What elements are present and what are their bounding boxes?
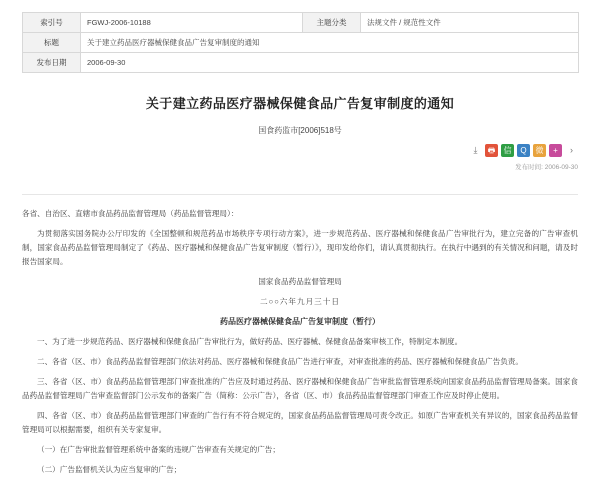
publish-date-label: 发布时间: 2006-09-30 (515, 164, 578, 171)
document-number: 国食药监市[2006]518号 (258, 126, 342, 135)
meta-label-title: 标题 (23, 33, 81, 53)
body-paragraph: 为贯彻落实国务院办公厅印发的《全国整顿和规范药品市场秩序专项行动方案》，进一步规范药品、医疗器械和保健食品广告审批行为，建立完备的广告审查机制，国家食品药品监督管理局制定了《药品、医疗器械和保健食品广告复审制度（暂行）》，现印发给你们，请认真贯彻执行。在执行中遇到的有关情况和问题，请及时报告国家局。 (22, 229, 578, 266)
metadata-table (22, 12, 579, 73)
clause-item: 二、各省（区、市）食品药品监督管理部门依法对药品、医疗器械和保健食品广告进行审查，对审查批准的药品、医疗器械和保健食品广告负责。 (37, 357, 523, 366)
meta-value-index: FGWJ-2006-10188 (81, 13, 303, 33)
share-weibo-icon[interactable]: 微 (533, 144, 546, 157)
share-more-icon[interactable]: + (549, 144, 562, 157)
meta-value-title: 关于建立药品医疗器械保健食品广告复审制度的通知 (81, 33, 579, 53)
chevron-right-icon[interactable]: › (570, 145, 573, 155)
divider (22, 194, 578, 195)
page-title: 关于建立药品医疗器械保健食品广告复审制度的通知 (145, 96, 455, 111)
clause-item: 三、各省（区、市）食品药品监督管理部门审查批准的广告应及时通过药品、医疗器械和保健食品广告审批监督管理系统向国家食品药品监督管理局备案。国家食品药品监督管理局广告审查监督部门公示发布的备案广告（简称：公示广告），各省（区、市）食品药品监督管理部门审查工作应及时停止使用。 (22, 377, 578, 400)
print-icon[interactable]: 🖶 (485, 144, 498, 157)
signature-date: 二○○六年九月三十日 (260, 297, 340, 306)
meta-label-index: 索引号 (23, 13, 81, 33)
toolbar (22, 144, 578, 171)
document-body (22, 207, 578, 477)
clause-item: 一、为了进一步规范药品、医疗器械和保健食品广告审批行为，做好药品、医疗器械、保健食品备案审核工作，特制定本制度。 (37, 337, 463, 346)
section-title: 药品医疗器械保健食品广告复审制度（暂行） (220, 317, 380, 326)
tool-icons-group (469, 144, 578, 157)
meta-value-category: 法规文件 / 规范性文件 (361, 13, 579, 33)
meta-label-date: 发布日期 (23, 53, 81, 73)
recipient-line: 各省、自治区、直辖市食品药品监督管理局（药品监督管理局）： (22, 209, 239, 218)
table-row (23, 33, 579, 53)
meta-value-date: 2006-09-30 (81, 53, 579, 73)
share-qq-icon[interactable]: Q (517, 144, 530, 157)
sub-item: （二）广告监督机关认为应当复审的广告； (37, 465, 182, 474)
download-icon[interactable]: ⤓ (473, 145, 478, 155)
meta-label-category: 主题分类 (303, 13, 361, 33)
sub-item: （一）在广告审批监督管理系统中备案的违规广告审查有关规定的广告； (37, 445, 280, 454)
table-row (23, 53, 579, 73)
table-row (23, 13, 579, 33)
clause-item: 四、各省（区、市）食品药品监督管理部门审查的广告行有不符合规定的，国家食品药品监督管理局可责令改正。如原广告审查机关有异议的，国家食品药品监督管理局可以根据需要，组织有关专家复审。 (22, 411, 578, 434)
signature-org: 国家食品药品监督管理局 (258, 277, 342, 286)
share-wechat-icon[interactable]: 信 (501, 144, 514, 157)
